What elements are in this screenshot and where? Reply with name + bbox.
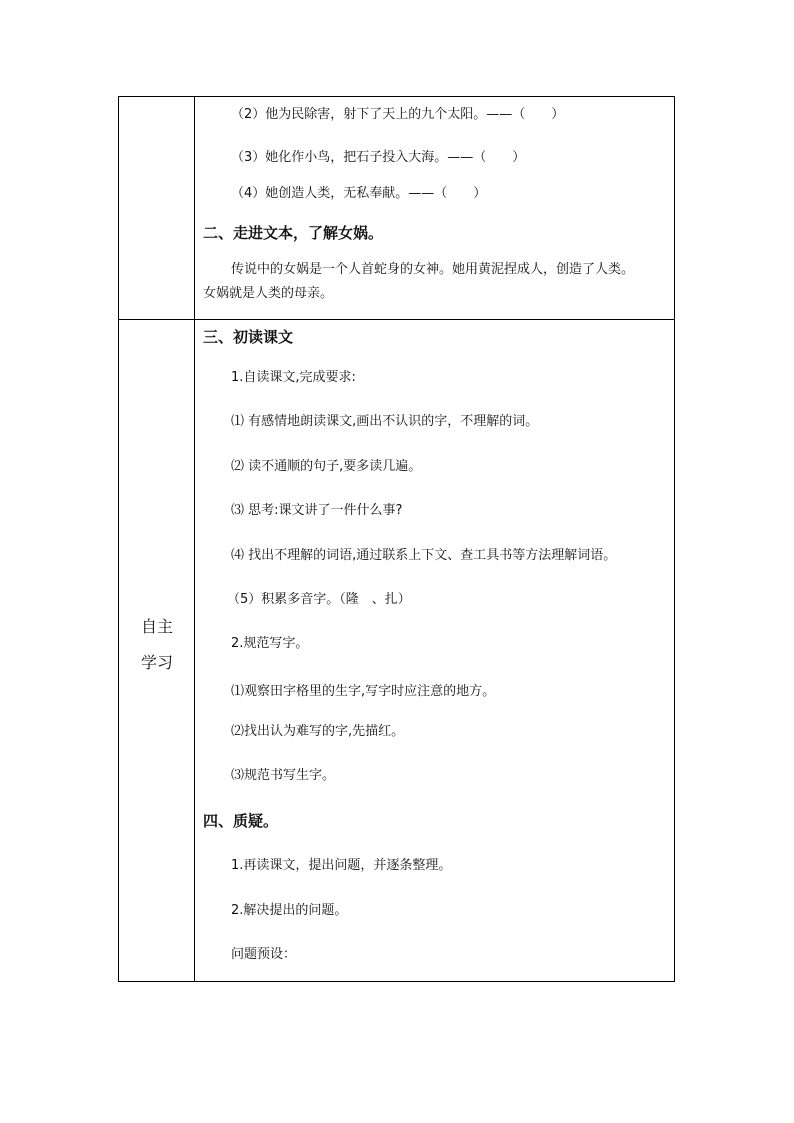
s3-write-2: ⑵找出认为难写的字,先描红。 bbox=[231, 724, 405, 739]
lesson-table bbox=[118, 96, 675, 982]
s4-preset: 问题预设： bbox=[231, 947, 297, 962]
section-title-2: 二、走进文本，了解女娲。 bbox=[203, 224, 384, 242]
s4-item-2: 2.解决提出的问题。 bbox=[231, 903, 348, 918]
s3-sub-5: （5）积累多音字。（隆 、扎） bbox=[227, 592, 411, 607]
section-title-3: 三、初读课文 bbox=[203, 328, 294, 346]
s3-sub-3: ⑶ 思考:课文讲了一件什么事? bbox=[231, 503, 403, 518]
paragraph-line-1: 传说中的女娲是一个人首蛇身的女神。她用黄泥捏成人，创造了人类。 bbox=[231, 262, 635, 277]
row-divider bbox=[119, 319, 674, 320]
s3-write-3: ⑶规范书写生字。 bbox=[231, 768, 336, 783]
s4-item-1: 1.再读课文，提出问题，并逐条整理。 bbox=[231, 858, 452, 873]
column-divider bbox=[194, 97, 195, 981]
side-label-line-2: 学习 bbox=[141, 653, 174, 672]
question-item-2: （2）他为民除害，射下了天上的九个太阳。——（ ） bbox=[231, 107, 565, 122]
section-title-4: 四、质疑。 bbox=[203, 812, 279, 830]
question-item-4: （4）她创造人类，无私奉献。——（ ） bbox=[231, 186, 487, 201]
s3-item-1: 1.自读课文,完成要求: bbox=[231, 370, 356, 385]
s3-sub-2: ⑵ 读不通顺的句子,要多读几遍。 bbox=[231, 459, 422, 474]
s3-write-1: ⑴观察田字格里的生字,写字时应注意的地方。 bbox=[231, 684, 496, 699]
s3-sub-1: ⑴ 有感情地朗读课文,画出不认识的字，不理解的词。 bbox=[231, 414, 539, 429]
side-label-line-1: 自主 bbox=[141, 617, 174, 636]
s3-item-2: 2.规范写字。 bbox=[231, 636, 309, 651]
s3-sub-4: ⑷ 找出不理解的词语,通过联系上下文、查工具书等方法理解词语。 bbox=[231, 548, 617, 563]
question-item-3: （3）她化作小鸟，把石子投入大海。——（ ） bbox=[231, 150, 526, 165]
paragraph-line-2: 女娲就是人类的母亲。 bbox=[203, 286, 334, 301]
